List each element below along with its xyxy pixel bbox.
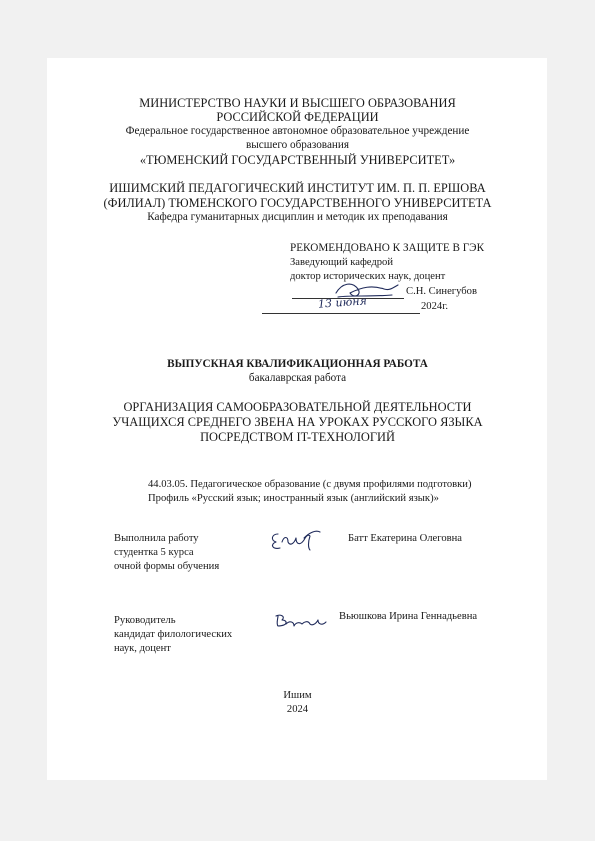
student-label-line-3: очной формы обучения bbox=[114, 561, 220, 572]
topic-line-2: УЧАЩИХСЯ СРЕДНЕГО ЗВЕНА НА УРОКАХ РУССКОГО ЯЗЫКА bbox=[112, 415, 483, 429]
work-subtitle: бакалаврская работа bbox=[248, 372, 347, 384]
supervisor-label-line-3: наук, доцент bbox=[114, 643, 171, 654]
institution-type-line-2: высшего образования bbox=[245, 139, 350, 151]
student-name: Батт Екатерина Олеговна bbox=[348, 533, 463, 544]
institute-line-1: ИШИМСКИЙ ПЕДАГОГИЧЕСКИЙ ИНСТИТУТ ИМ. П. П. ЕРШОВА bbox=[109, 181, 486, 195]
footer-city: Ишим bbox=[283, 690, 312, 701]
supervisor-name: Вьюшкова Ирина Геннадьевна bbox=[339, 611, 478, 622]
approval-heading: РЕКОМЕНДОВАНО К ЗАЩИТЕ В ГЭК bbox=[290, 242, 485, 254]
approval-year: 2024г. bbox=[421, 301, 448, 312]
approval-role-line-1: Заведующий кафедрой bbox=[290, 257, 394, 268]
work-title: ВЫПУСКНАЯ КВАЛИФИКАЦИОННАЯ РАБОТА bbox=[167, 358, 428, 370]
program-line-1: 44.03.05. Педагогическое образование (с двумя профилями подготовки) bbox=[148, 479, 472, 490]
ministry-line-1: МИНИСТЕРСТВО НАУКИ И ВЫСШЕГО ОБРАЗОВАНИЯ bbox=[139, 96, 456, 110]
department-name: Кафедра гуманитарных дисциплин и методик их преподавания bbox=[147, 211, 448, 223]
program-line-2: Профиль «Русский язык; иностранный язык (английский язык)» bbox=[148, 493, 439, 504]
student-label-line-1: Выполнила работу bbox=[114, 533, 199, 544]
topic-line-1: ОРГАНИЗАЦИЯ САМООБРАЗОВАТЕЛЬНОЙ ДЕЯТЕЛЬНОСТИ bbox=[123, 400, 472, 414]
supervisor-signature bbox=[272, 610, 330, 634]
student-signature bbox=[268, 526, 324, 552]
student-label-line-2: студентка 5 курса bbox=[114, 547, 194, 558]
approval-date-handwritten: 13 июня bbox=[317, 294, 368, 311]
approval-date-line bbox=[262, 313, 420, 314]
supervisor-label-line-1: Руководитель bbox=[114, 615, 176, 626]
topic-line-3: ПОСРЕДСТВОМ IT-ТЕХНОЛОГИЙ bbox=[200, 430, 395, 444]
approval-name: С.Н. Синегубов bbox=[406, 286, 477, 297]
approval-role-line-2: доктор исторических наук, доцент bbox=[290, 271, 446, 282]
footer-year: 2024 bbox=[286, 704, 309, 715]
ministry-line-2: РОССИЙСКОЙ ФЕДЕРАЦИИ bbox=[216, 110, 379, 124]
institution-type-line-1: Федеральное государственное автономное образовательное учреждение bbox=[125, 125, 470, 137]
supervisor-label-line-2: кандидат филологических bbox=[114, 629, 233, 640]
university-name: «ТЮМЕНСКИЙ ГОСУДАРСТВЕННЫЙ УНИВЕРСИТЕТ» bbox=[139, 153, 456, 167]
institute-line-2: (ФИЛИАЛ) ТЮМЕНСКОГО ГОСУДАРСТВЕННОГО УНИВЕРСИТЕТА bbox=[103, 196, 492, 210]
